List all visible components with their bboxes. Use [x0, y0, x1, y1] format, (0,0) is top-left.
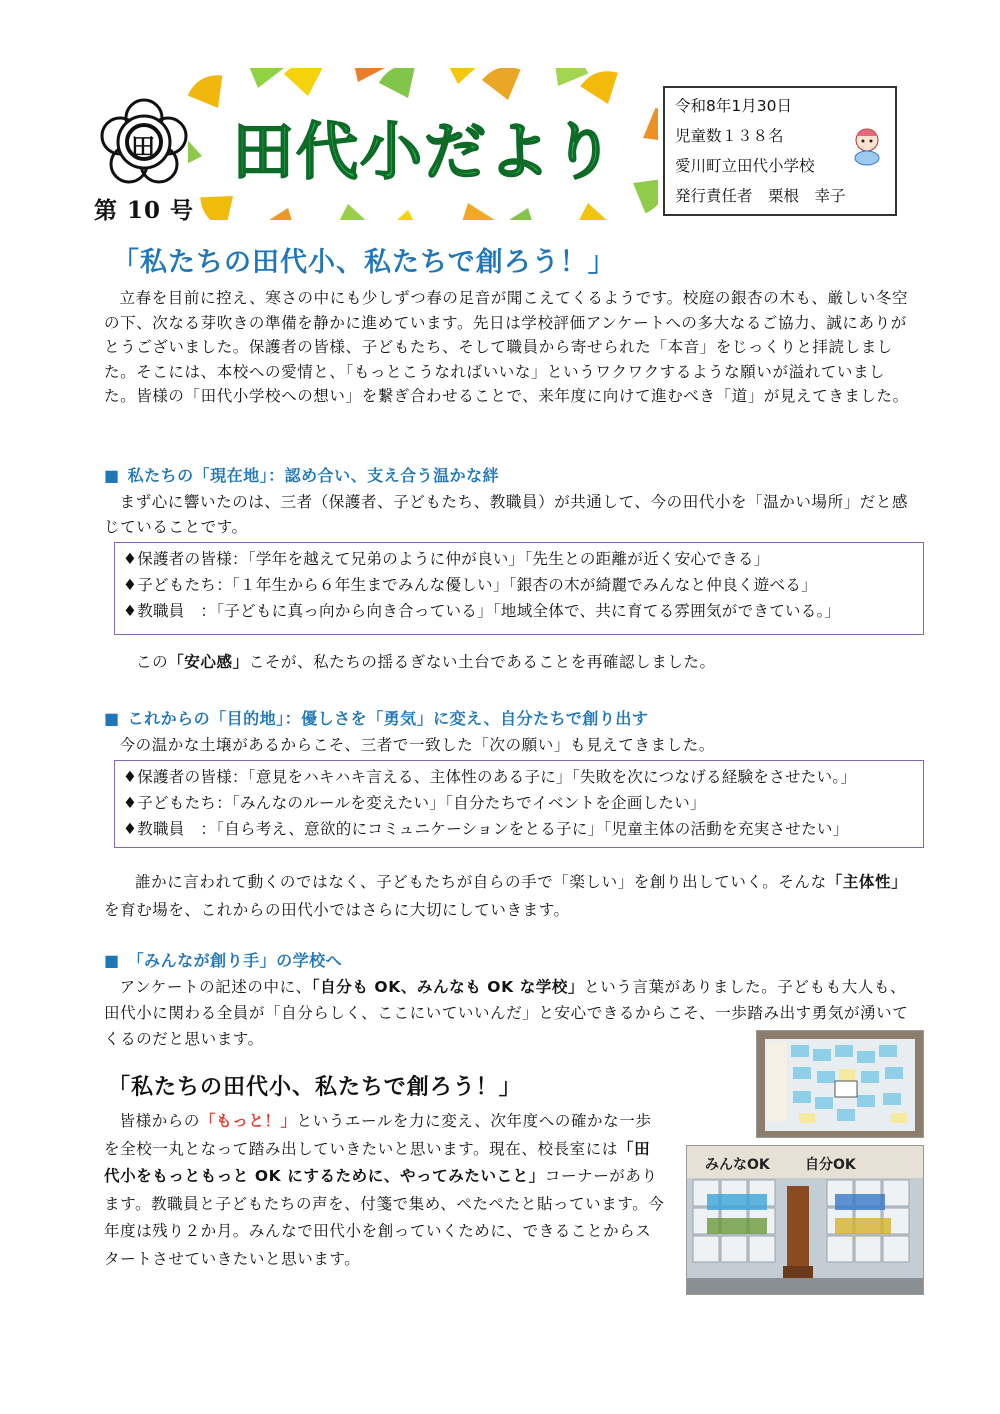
- section2-box: [114, 760, 924, 848]
- section1-marker: ■: [104, 466, 120, 485]
- bulletin-board-photo: [756, 1030, 924, 1138]
- main-title: 「私たちの田代小、私たちで創ろう！」: [112, 247, 616, 278]
- emblem-char: 田: [131, 132, 155, 161]
- photo-label-jibun-ok: 自分OK: [805, 1157, 856, 1173]
- intro-paragraph: 立春を目前に控え、寒さの中にも少しずつ春の足音が聞こえてくるようです。校庭の銀杏の木も、厳しい冬空の下、次なる芽吹きの準備を静かに進めています。先日は学校評価アンケートへの多大なるご協力、誠にありがとうございました。保護者の皆様、子どもたち、そして職員から寄せられた「本音」をじっくりと拝読しました。そこには、本校への愛情と、「もっとこうなればいいな」というワクワクするような願いが溢れていました。皆様の「田代小学校への想い」を繋ぎ合わせることで、来年度に向けて進むべき「道」が見えてきました。: [104, 289, 909, 405]
- motto-emphasis: 「もっと！」: [200, 1112, 297, 1130]
- closing-title: 「私たちの田代小、私たちで創ろう！」: [108, 1075, 522, 1100]
- title-banner: [188, 68, 658, 220]
- section2-item: ♦教職員 ：「自ら考え、意欲的にコミュニケーションをとる子に」「児童主体の活動を充実させたい」: [123, 820, 849, 838]
- section2-marker: ■: [104, 709, 120, 728]
- section2-item: ♦保護者の皆様：「意見をハキハキ言える、主体性のある子に」「失敗を次につなげる経験をさせたい。」: [123, 768, 857, 786]
- ok-school-emphasis: 「自分も OK、みんなも OK な学校」: [311, 978, 585, 996]
- info-publisher: 発行責任者 栗根 幸子: [675, 187, 846, 205]
- section2-lead: 今の温かな土壌があるからこそ、三者で一致した「次の願い」も見えてきました。: [119, 736, 715, 754]
- section2-heading-text: これからの「目的地」：優しさを「勇気」に変え、自分たちで創り出す: [127, 709, 649, 728]
- section3-heading: [104, 948, 342, 971]
- section3-heading-text: 「みんなが創り手」の学校へ: [127, 951, 343, 970]
- mascot-icon: [845, 122, 889, 166]
- section2-closing: 誰かに言われて動くのではなく、子どもたちが自らの手で「楽しい」を創り出していく。そんな「主体性」を育む場を、これからの田代小ではさらに大切にしていきます。: [104, 873, 908, 919]
- section2-item: ♦子どもたち：「みんなのルールを変えたい」「自分たちでイベントを企画したい」: [123, 794, 706, 812]
- info-date: 令和8年1月30日: [675, 97, 792, 115]
- section1-item: ♦子どもたち：「１年生から６年生までみんな優しい」「銀杏の木が綺麗でみんなと仲良く遊べる」: [123, 576, 817, 594]
- info-box: [663, 86, 897, 216]
- section1-lead: まず心に響いたのは、三者（保護者、子どもたち、教職員）が共通して、今の田代小を「温かい場所」だと感じていることです。: [104, 493, 909, 536]
- section1-closing: この「安心感」こそが、私たちの揺るぎない土台であることを再確認しました。: [136, 653, 716, 671]
- newsletter-title: 田代小だより: [232, 115, 617, 188]
- section3-marker: ■: [104, 951, 120, 970]
- photo-label-minna-ok: みんなOK: [705, 1157, 770, 1173]
- section1-heading-text: 私たちの「現在地」：認め合い、支え合う温かな絆: [127, 466, 500, 485]
- anshinkan-emphasis: 「安心感」: [168, 653, 249, 671]
- bulletin-board-graphic: [757, 1031, 923, 1137]
- section3-text: アンケートの記述の中に、「自分も OK、みんなも OK な学校」という言葉がありました。子どもも大人も、田代小に関わる全員が「自分らしく、ここにいていいんだ」と安心できるからこそ、一歩踏み出す勇気が湧いてくるのだと思います。: [104, 978, 909, 1048]
- section1-item: ♦教職員 ：「子どもに真っ向から向き合っている」「地域全体で、共に育てる雰囲気ができている。」: [123, 602, 841, 620]
- issue-number: 第 10 号: [94, 197, 195, 224]
- school-emblem: [98, 96, 190, 188]
- section2-heading: [104, 706, 648, 729]
- section1-item: ♦保護者の皆様：「学年を越えて兄弟のように仲が良い」「先生との距離が近く安心できる」: [123, 550, 770, 568]
- corner-name-emphasis: 「田代小をもっともっと OK にするために、やってみたいこと」: [104, 1139, 651, 1185]
- window-display-photo: [686, 1145, 924, 1295]
- info-school: 愛川町立田代小学校: [675, 157, 815, 175]
- closing-paragraph: 皆様からの「もっと！」というエールを力に変え、次年度への確かな一歩を全校一丸となって踏み出していきたいと思います。現在、校長室には「田代小をもっともっと OK にするために、やってみたいこと」コーナーがあります。教職員と子どもたちの声を、付箋で集め、ぺたぺたと貼っています。今年度は残り２か月。みんなで田代小を創っていくために、できることからスタートさせていきたいと思います。: [104, 1112, 665, 1268]
- info-students: 児童数１３８名: [675, 127, 784, 145]
- shutaisei-emphasis: 「主体性」: [826, 873, 908, 891]
- section1-heading: [104, 463, 499, 486]
- section1-box: [114, 542, 924, 635]
